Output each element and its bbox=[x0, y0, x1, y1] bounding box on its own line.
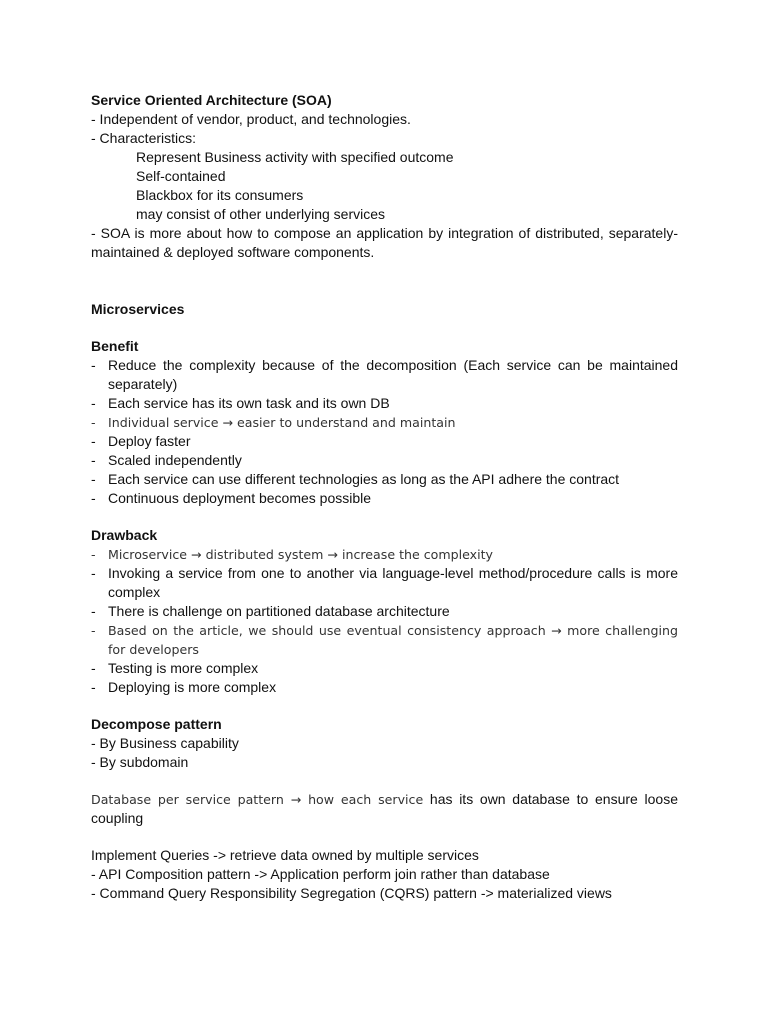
benefit-text: Continuous deployment becomes possible bbox=[108, 490, 372, 506]
soa-characteristic: may consist of other underlying services bbox=[136, 206, 385, 222]
list-item bbox=[91, 489, 678, 508]
soa-summary: - SOA is more about how to compose an application by integration of distributed, separately-maintained & deployed software components. bbox=[91, 225, 678, 260]
database-pattern-paragraph bbox=[91, 790, 678, 828]
queries-item: - Command Query Responsibility Segregation (CQRS) pattern -> materialized views bbox=[91, 885, 612, 901]
section-spacer bbox=[91, 772, 678, 790]
benefit-text: Individual service → easier to understand and maintain bbox=[108, 415, 456, 430]
soa-characteristic: Self-contained bbox=[136, 168, 226, 184]
queries-title: Implement Queries -> retrieve data owned by multiple services bbox=[91, 847, 479, 863]
decompose-item: - By Business capability bbox=[91, 735, 239, 751]
benefit-text: Scaled independently bbox=[108, 452, 242, 468]
list-item bbox=[91, 545, 678, 564]
document-page bbox=[91, 91, 678, 903]
drawback-text: Based on the article, we should use eventual consistency approach → more challenging for developers bbox=[108, 623, 678, 657]
list-item bbox=[91, 394, 678, 413]
soa-characteristic: Represent Business activity with specified outcome bbox=[136, 149, 454, 165]
drawback-text: Testing is more complex bbox=[108, 660, 259, 676]
soa-characteristic: Blackbox for its consumers bbox=[136, 187, 304, 203]
section-spacer bbox=[91, 262, 678, 300]
dash-bullet: - bbox=[91, 452, 96, 468]
database-pattern-lead: Database per service pattern → how each service bbox=[91, 792, 424, 807]
dash-bullet: - bbox=[91, 660, 96, 676]
soa-characteristics-label: - Characteristics: bbox=[91, 130, 197, 146]
dash-bullet: - bbox=[91, 490, 96, 506]
decompose-item: - By subdomain bbox=[91, 754, 189, 770]
dash-bullet: - bbox=[91, 395, 96, 411]
section-spacer bbox=[91, 828, 678, 846]
soa-independence-line: - Independent of vendor, product, and technologies. bbox=[91, 111, 411, 127]
benefit-text: Each service can use different technologies as long as the API adhere the contract bbox=[108, 471, 620, 487]
list-item bbox=[91, 659, 678, 678]
dash-bullet: - bbox=[91, 471, 96, 487]
benefit-text: Each service has its own task and its own DB bbox=[108, 395, 390, 411]
list-item bbox=[91, 451, 678, 470]
list-item bbox=[91, 432, 678, 451]
drawback-list bbox=[91, 545, 678, 697]
queries-item: - API Composition pattern -> Application perform join rather than database bbox=[91, 866, 550, 882]
benefit-text: Reduce the complexity because of the decomposition (Each service can be maintained separately) bbox=[108, 357, 678, 392]
database-pattern-rest: has its own database to ensure loose coupling bbox=[91, 791, 678, 826]
drawback-text: Invoking a service from one to another via language-level method/procedure calls is more complex bbox=[108, 565, 678, 600]
section-spacer bbox=[91, 697, 678, 715]
dash-bullet: - bbox=[91, 603, 96, 619]
decompose-heading: Decompose pattern bbox=[91, 716, 222, 732]
drawback-heading: Drawback bbox=[91, 527, 158, 543]
dash-bullet: - bbox=[91, 415, 96, 430]
dash-bullet: - bbox=[91, 433, 96, 449]
list-item bbox=[91, 621, 678, 659]
drawback-text: There is challenge on partitioned database architecture bbox=[108, 603, 450, 619]
soa-title: Service Oriented Architecture (SOA) bbox=[91, 92, 332, 108]
microservices-title: Microservices bbox=[91, 301, 185, 317]
list-item bbox=[91, 413, 678, 432]
dash-bullet: - bbox=[91, 623, 96, 638]
list-item bbox=[91, 678, 678, 697]
list-item bbox=[91, 564, 678, 602]
dash-bullet: - bbox=[91, 357, 96, 373]
list-item bbox=[91, 356, 678, 394]
dash-bullet: - bbox=[91, 679, 96, 695]
benefit-heading: Benefit bbox=[91, 338, 139, 354]
dash-bullet: - bbox=[91, 547, 96, 562]
list-item bbox=[91, 470, 678, 489]
drawback-text: Deploying is more complex bbox=[108, 679, 277, 695]
drawback-text: Microservice → distributed system → increase the complexity bbox=[108, 547, 493, 562]
section-spacer bbox=[91, 319, 678, 337]
list-item bbox=[91, 602, 678, 621]
dash-bullet: - bbox=[91, 565, 96, 581]
section-spacer bbox=[91, 508, 678, 526]
benefit-list bbox=[91, 356, 678, 508]
benefit-text: Deploy faster bbox=[108, 433, 191, 449]
